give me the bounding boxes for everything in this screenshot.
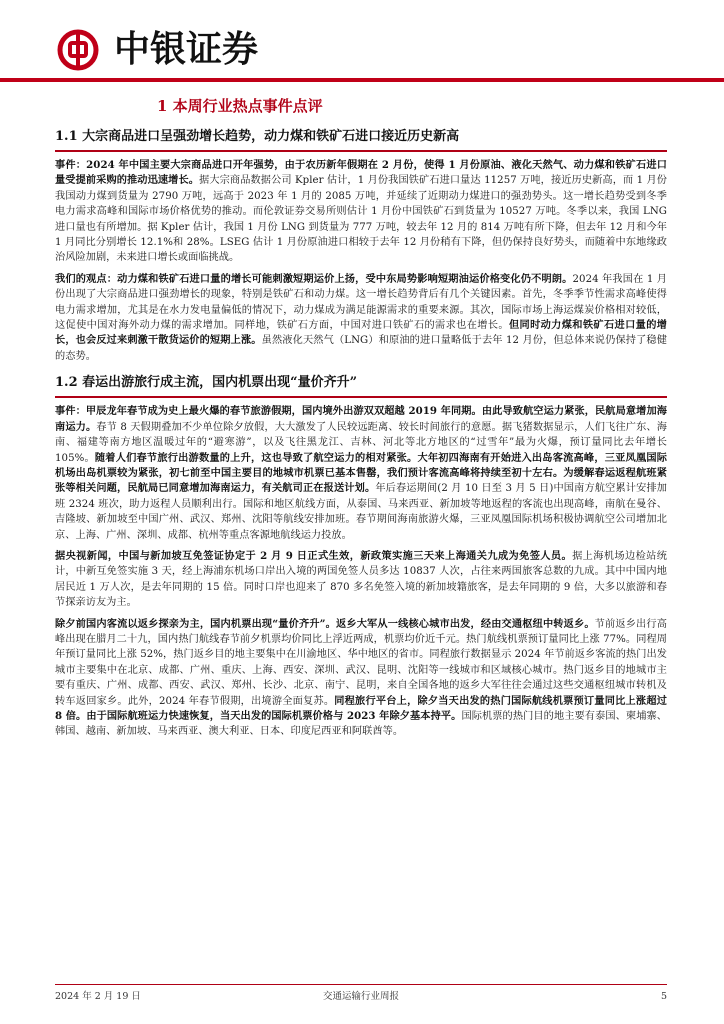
paragraph-domestic-flights: [55, 617, 667, 740]
paragraph-text: 据上海机场边检站统计，中新互免签实施 3 天，经上海浦东机场口岸出入境的两国免签人员多达 10837 人次，占往来两国旅客总数的九成。其中中国内地居民近 1 万人次，是去年同期的 15 倍。同时口岸也迎来了 870 多名免签入境的新加坡籍旅客，是去年同期的 9 倍，大多以旅游和春节探亲访友为主。: [55, 550, 667, 609]
bank-of-china-logo-icon: [56, 28, 100, 72]
paragraph-lead: 事件：2024 年中国主要大宗商品进口开年强势，由于农历新年假期在 2 月份，使得 1 月份原油、液化天然气、动力煤和铁矿石进口量受提前采购的推动迅速增长。: [55, 159, 667, 187]
paragraph-lead: 除夕前国内客流以返乡探亲为主，国内机票出现“量价齐升”。返乡大军从一线核心城市出发，经由交通枢纽中转返乡。: [55, 617, 595, 630]
paragraph-text: 春节 8 天假期叠加不少单位除夕放假，大大激发了人民较远距离、较长时间旅行的意愿。据飞猪数据显示，人们飞往广东、海南、福建等南方地区温暖过年的“避寒游”，以及飞往黑龙江、吉林、河北等北方地区的“过雪年”最为火爆，预订量同比去年增长 105%。: [55, 421, 667, 464]
paragraph-emphasis: 但同时动力煤和铁矿石进口量的增长，也会反过来刺激干散货运价的短期上涨。: [55, 319, 667, 347]
page-number: 5: [660, 991, 667, 1002]
paragraph-text: 据大宗商品数据公司 Kpler 估计，1 月份我国铁矿石进口量达 11257 万吨，接近历史新高，而 1 月份我国动力煤到货量为 2790 万吨，远高于 2023 年 1 月的 2085 万吨，并延续了近期动力煤进口的强劲势头。这一增长趋势受到冬季电力需求高峰和国际市场价格优势的推动。而伦敦证券交易所则估计 1 月份中国铁矿石到货量为 10527 万吨。冬季以来，我国 LNG 进口量也有所增加。据 Kpler 估计，我国 1 月份 LNG 到货量为 777 万吨，较去年 12 月的 814 万吨有所下降，但去年 12 月和今年 1 月同比分别增长 12.1%和 28%。LSEG 估计 1 月份原油进口相较于去年 12 月份稍有下降，但仍保持良好势头，而随着中东地缘政治风险加剧，未来进口增长或面临挑战。: [55, 175, 668, 264]
paragraph-lead: 我们的观点：动力煤和铁矿石进口量的增长可能刺激短期运价上扬，受中东局势影响短期油运价格变化仍不明朗。: [55, 272, 573, 285]
subsection-title-1-1: 1.1 大宗商品进口呈强劲增长趋势，动力煤和铁矿石进口接近历史新高: [55, 128, 667, 152]
paragraph-text: 2024 年我国在 1 月份出现了大宗商品进口强劲增长的现象，特别是铁矿石和动力煤。这一增长趋势背后有几个关键因素。首先，冬季季节性需求高峰使得电力需求增加，尤其是在水力发电量偏低的情况下，动力煤成为满足能源需求的重要来源。其次，国际市场上海运煤炭价格相对较低，这促使中国对海外动力煤的需求增加。同样地，铁矿石方面，中国对进口铁矿石的需求也在增长。: [55, 273, 667, 332]
header-divider: [0, 78, 724, 82]
paragraph-lead: 事件：甲辰龙年春节成为史上最火爆的春节旅游假期，国内境外出游双双超越 2019 年同期。由此导致航空运力紧张，民航局意增加海南运力。: [55, 405, 667, 433]
page-footer: [55, 984, 667, 1005]
paragraph-text: 节前返乡出行高峰出现在腊月二十九，国内热门航线春节前夕机票均价同比上浮近两成，机票均价近千元。热门航线机票预订量同比上涨 77%。同程周年预订量同比上涨 52%，热门返乡目的地主要集中在川渝地区、华中地区的省市。同程旅行数据显示 2024 年节前返乡客流的热门出发城市主要集中在北京、成都、广州、重庆、上海、西安、深圳、武汉、昆明、沈阳等一线城市和区域核心城市。热门返乡目的地城市主要有重庆、广州、成都、西安、武汉、郑州、长沙、北京、南宁、昆明，来自全国各地的返乡大军往往会通过这些交通枢纽城市转机及转车返回家乡。此外，2024 年春节假期，出境游全面复苏。: [55, 618, 667, 707]
paragraph-event-spring-travel: [55, 404, 667, 543]
page-body: [55, 96, 667, 746]
paragraph-text: 虽然液化天然气（LNG）和原油的进口量略低于去年 12 月份，但总体来说仍保持了稳健的态势。: [55, 335, 667, 362]
report-name: 交通运输行业周报: [322, 991, 399, 1002]
section-title: 1 本周行业热点事件点评: [157, 97, 323, 115]
paragraph-emphasis: 同程旅行平台上，除夕当天出发的热门国际航线机票预订量同比上涨超过 8 倍。由于国际航班运力快速恢复，当天出发的国际机票价格与 2023 年除夕基本持平。: [55, 694, 667, 722]
report-date: 2024 年 2 月 19 日: [55, 991, 141, 1002]
paragraph-emphasis: 随着人们春节旅行出游数量的上升，这也导致了航空运力的相对紧张。大年初四海南有开始进入出岛客流高峰，三亚凤凰国际机场出岛机票较为紧张，初七前至中国主要目的地城市机票已基本售罄，我们预计客流高峰将持续至初十左右。为缓解春运返程航班紧张等相关问题，民航局已同意增加海南运力，有关航司正在报送计划。: [55, 451, 668, 495]
paragraph-lead: 据央视新闻，中国与新加坡互免签证协定于 2 月 9 日正式生效，新政策实施三天来上海通关九成为免签人员。: [55, 549, 573, 562]
paragraph-text: 国际机票的热门目的地主要有泰国、柬埔寨、韩国、越南、新加坡、马来西亚、澳大利亚、日本、印度尼西亚和阿联酋等。: [55, 711, 668, 738]
paragraph-our-view: [55, 272, 667, 364]
brand-name: 中银证券: [114, 29, 259, 70]
footer-divider: [55, 984, 667, 985]
paragraph-text: 年后春运期间(2 月 10 日至 3 月 5 日)中国南方航空累计安排加班 2324 班次，助力返程人员顺利出行。国际和地区航线方面，从泰国、马来西亚、新加坡等地返程的客流也出现高峰，南航在曼谷、吉隆坡、新加坡至中国广州、武汉、郑州、沈阳等航线安排加班。春节期间海南旅游火爆，三亚凤凰国际机场积极协调航空公司增加北京、上海、广州、深圳、成都、杭州等重点客源地航线运力投放。: [55, 483, 668, 541]
paragraph-visa-exemption: [55, 549, 667, 611]
paragraph-event-commodities: [55, 158, 667, 266]
subsection-title-1-2: 1.2 春运出游旅行成主流，国内机票出现“量价齐升”: [55, 374, 667, 398]
